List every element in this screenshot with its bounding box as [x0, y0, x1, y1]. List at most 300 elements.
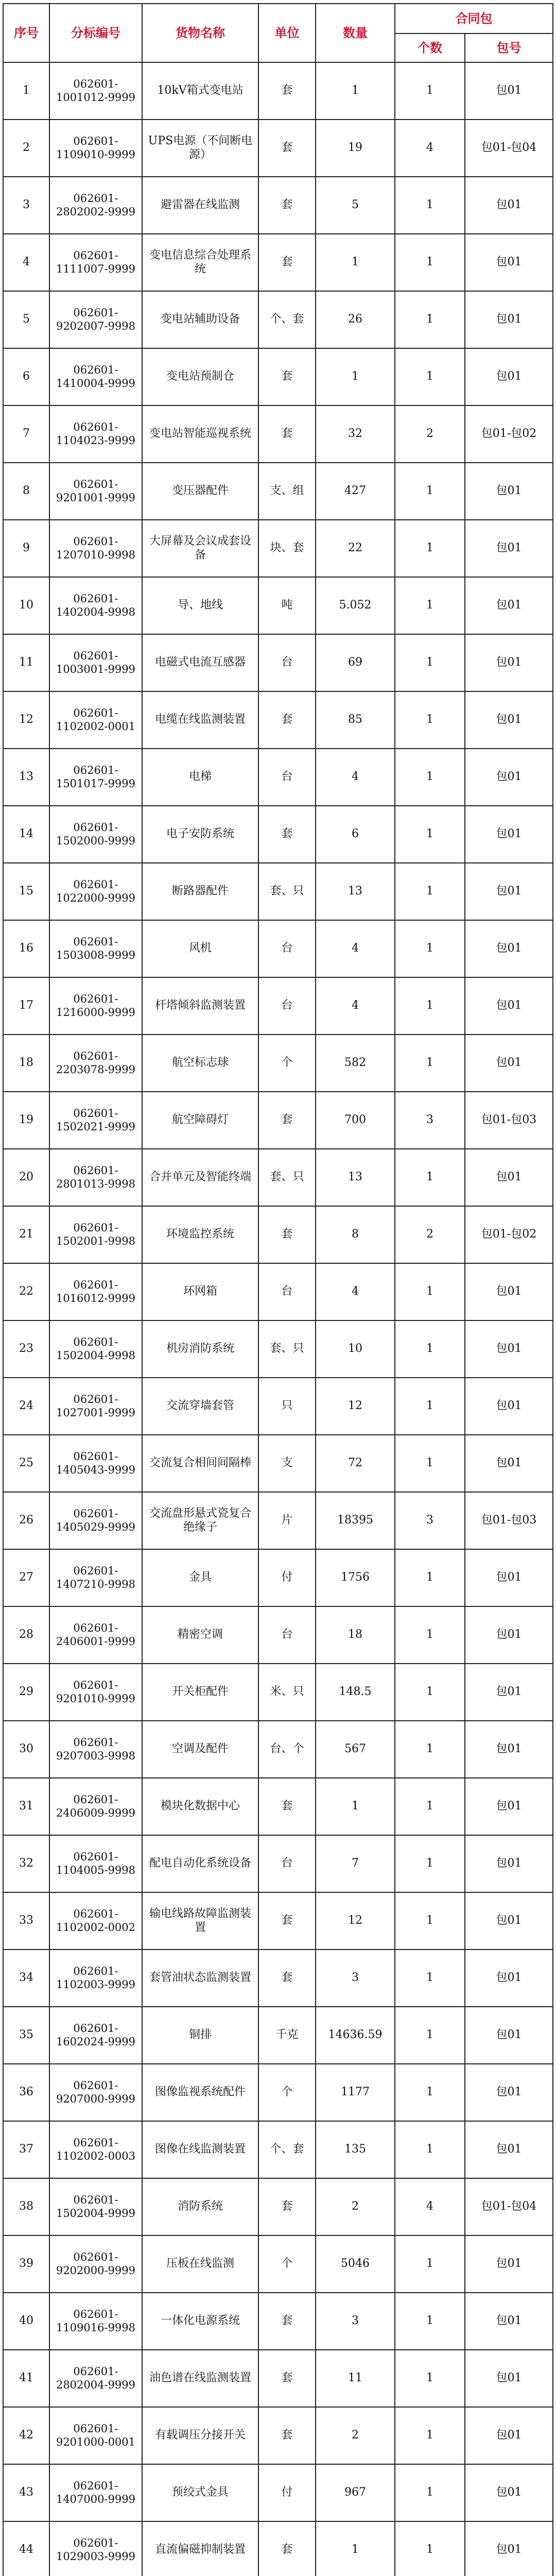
- cell-seq: 24: [3, 1378, 49, 1435]
- cell-seq: 39: [3, 2235, 49, 2293]
- cell-unit: 套、只: [258, 1149, 316, 1206]
- cell-pack-count: 1: [395, 2293, 465, 2350]
- cell-pack-count: 1: [395, 1263, 465, 1320]
- cell-pack-count: 1: [395, 749, 465, 806]
- table-row: [3, 520, 553, 577]
- cell-seq: 19: [3, 1092, 49, 1149]
- cell-pack-count: 1: [395, 463, 465, 520]
- cell-name: 电子安防系统: [142, 806, 258, 863]
- cell-pack-count: 1: [395, 2464, 465, 2521]
- cell-qty: 567: [316, 1721, 395, 1778]
- cell-seq: 30: [3, 1721, 49, 1778]
- table-row: [3, 634, 553, 691]
- cell-qty: 8: [316, 1206, 395, 1263]
- cell-pack-no: 包01: [465, 1149, 553, 1206]
- cell-name: 一体化电源系统: [142, 2293, 258, 2350]
- cell-qty: 2: [316, 2178, 395, 2235]
- cell-unit: 套: [258, 2178, 316, 2235]
- cell-qty: 5046: [316, 2235, 395, 2293]
- cell-pack-no: 包01: [465, 1549, 553, 1606]
- cell-pack-no: 包01: [465, 1835, 553, 1892]
- cell-qty: 700: [316, 1092, 395, 1149]
- cell-unit: 套、只: [258, 1320, 316, 1378]
- cell-pack-count: 4: [395, 2178, 465, 2235]
- cell-unit: 台: [258, 977, 316, 1035]
- cell-pack-count: 1: [395, 1149, 465, 1206]
- cell-seq: 41: [3, 2350, 49, 2407]
- table-row: [3, 977, 553, 1035]
- cell-unit: 吨: [258, 577, 316, 634]
- cell-name: 压板在线监测: [142, 2235, 258, 2293]
- cell-pack-no: 包01: [465, 920, 553, 977]
- cell-qty: 18395: [316, 1492, 395, 1549]
- cell-qty: 4: [316, 1263, 395, 1320]
- cell-seq: 34: [3, 1950, 49, 2007]
- cell-pack-no: 包01-包03: [465, 1492, 553, 1549]
- cell-code: 062601-1602024-9999: [49, 2007, 142, 2064]
- cell-name: 航空标志球: [142, 1035, 258, 1092]
- cell-seq: 10: [3, 577, 49, 634]
- cell-pack-no: 包01-包04: [465, 120, 553, 177]
- cell-code: 062601-1405043-9999: [49, 1435, 142, 1492]
- cell-pack-no: 包01: [465, 1035, 553, 1092]
- cell-seq: 38: [3, 2178, 49, 2235]
- header-qty: 数量: [316, 4, 395, 62]
- cell-qty: 7: [316, 1835, 395, 1892]
- cell-unit: 付: [258, 1549, 316, 1606]
- cell-pack-no: 包01: [465, 520, 553, 577]
- cell-seq: 21: [3, 1206, 49, 1263]
- cell-name: 大屏幕及会议成套设备: [142, 520, 258, 577]
- cell-qty: 13: [316, 1149, 395, 1206]
- cell-code: 062601-1402004-9998: [49, 577, 142, 634]
- table-row: [3, 405, 553, 463]
- cell-name: 交流穿墙套管: [142, 1378, 258, 1435]
- table-row: [3, 577, 553, 634]
- cell-qty: 14636.59: [316, 2007, 395, 2064]
- cell-unit: 台: [258, 1835, 316, 1892]
- table-row: [3, 1378, 553, 1435]
- cell-qty: 18: [316, 1606, 395, 1664]
- cell-pack-count: 1: [395, 977, 465, 1035]
- table-row: [3, 863, 553, 920]
- cell-pack-count: 1: [395, 234, 465, 291]
- cell-name: 变电站预制仓: [142, 348, 258, 405]
- cell-name: 环网箱: [142, 1263, 258, 1320]
- table-row: [3, 2007, 553, 2064]
- cell-name: 交流盘形悬式瓷复合绝缘子: [142, 1492, 258, 1549]
- table-row: [3, 1435, 553, 1492]
- cell-seq: 18: [3, 1035, 49, 1092]
- header-code: 分标编号: [49, 4, 142, 62]
- cell-unit: 套: [258, 2521, 316, 2576]
- cell-pack-count: 1: [395, 1892, 465, 1950]
- cell-seq: 35: [3, 2007, 49, 2064]
- cell-pack-no: 包01: [465, 1435, 553, 1492]
- cell-unit: 套: [258, 348, 316, 405]
- cell-qty: 69: [316, 634, 395, 691]
- cell-name: 机房消防系统: [142, 1320, 258, 1378]
- table-row: [3, 1092, 553, 1149]
- cell-pack-no: 包01: [465, 634, 553, 691]
- cell-seq: 14: [3, 806, 49, 863]
- cell-unit: 套: [258, 806, 316, 863]
- table-row: [3, 177, 553, 234]
- cell-unit: 支、组: [258, 463, 316, 520]
- cell-name: 模块化数据中心: [142, 1778, 258, 1835]
- cell-pack-count: 1: [395, 691, 465, 749]
- cell-name: 预绞式金具: [142, 2464, 258, 2521]
- cell-qty: 4: [316, 977, 395, 1035]
- cell-pack-count: 1: [395, 2064, 465, 2121]
- cell-pack-no: 包01-包02: [465, 1206, 553, 1263]
- table-row: [3, 1492, 553, 1549]
- cell-pack-no: 包01: [465, 577, 553, 634]
- cell-unit: 台: [258, 920, 316, 977]
- cell-unit: 台: [258, 749, 316, 806]
- cell-code: 062601-2802002-9999: [49, 177, 142, 234]
- cell-pack-no: 包01: [465, 2407, 553, 2464]
- table-row: [3, 1606, 553, 1664]
- cell-name: UPS电源（不间断电源）: [142, 120, 258, 177]
- cell-code: 062601-9201001-9999: [49, 463, 142, 520]
- cell-unit: 个: [258, 2064, 316, 2121]
- cell-code: 062601-1104023-9999: [49, 405, 142, 463]
- cell-code: 062601-9201010-9999: [49, 1664, 142, 1721]
- cell-unit: 套: [258, 234, 316, 291]
- cell-unit: 套: [258, 1778, 316, 1835]
- cell-code: 062601-1016012-9999: [49, 1263, 142, 1320]
- cell-code: 062601-1407210-9998: [49, 1549, 142, 1606]
- cell-name: 合并单元及智能终端: [142, 1149, 258, 1206]
- cell-code: 062601-9207003-9998: [49, 1721, 142, 1778]
- cell-name: 导、地线: [142, 577, 258, 634]
- cell-name: 配电自动化系统设备: [142, 1835, 258, 1892]
- cell-pack-count: 1: [395, 863, 465, 920]
- cell-pack-count: 1: [395, 1950, 465, 2007]
- cell-unit: 套: [258, 2293, 316, 2350]
- cell-unit: 千克: [258, 2007, 316, 2064]
- cell-code: 062601-2802004-9999: [49, 2350, 142, 2407]
- cell-code: 062601-1102002-0003: [49, 2121, 142, 2178]
- cell-seq: 40: [3, 2293, 49, 2350]
- table-row: [3, 234, 553, 291]
- cell-qty: 12: [316, 1378, 395, 1435]
- cell-qty: 4: [316, 920, 395, 977]
- table-row: [3, 920, 553, 977]
- cell-qty: 5: [316, 177, 395, 234]
- cell-qty: 1177: [316, 2064, 395, 2121]
- cell-qty: 1: [316, 62, 395, 120]
- cell-unit: 套: [258, 2407, 316, 2464]
- cell-unit: 套、只: [258, 863, 316, 920]
- cell-name: 断路器配件: [142, 863, 258, 920]
- cell-seq: 27: [3, 1549, 49, 1606]
- cell-name: 套管油状态监测装置: [142, 1950, 258, 2007]
- cell-pack-no: 包01: [465, 1320, 553, 1378]
- cell-pack-count: 1: [395, 920, 465, 977]
- cell-name: 环境监控系统: [142, 1206, 258, 1263]
- cell-seq: 33: [3, 1892, 49, 1950]
- cell-code: 062601-1503008-9999: [49, 920, 142, 977]
- cell-seq: 20: [3, 1149, 49, 1206]
- cell-seq: 36: [3, 2064, 49, 2121]
- cell-name: 避雷器在线监测: [142, 177, 258, 234]
- cell-seq: 43: [3, 2464, 49, 2521]
- cell-seq: 13: [3, 749, 49, 806]
- table-row: [3, 1835, 553, 1892]
- cell-code: 062601-1502004-9999: [49, 2178, 142, 2235]
- header-unit: 单位: [258, 4, 316, 62]
- cell-pack-count: 1: [395, 1378, 465, 1435]
- cell-name: 电磁式电流互感器: [142, 634, 258, 691]
- cell-name: 空调及配件: [142, 1721, 258, 1778]
- cell-code: 062601-1102003-9999: [49, 1950, 142, 2007]
- table-row: [3, 1549, 553, 1606]
- cell-qty: 12: [316, 1892, 395, 1950]
- cell-unit: 个: [258, 1035, 316, 1092]
- cell-name: 精密空调: [142, 1606, 258, 1664]
- cell-qty: 135: [316, 2121, 395, 2178]
- cell-qty: 967: [316, 2464, 395, 2521]
- cell-pack-no: 包01: [465, 863, 553, 920]
- cell-unit: 个、套: [258, 2121, 316, 2178]
- table-row: [3, 1721, 553, 1778]
- cell-seq: 17: [3, 977, 49, 1035]
- cell-unit: 台: [258, 634, 316, 691]
- cell-seq: 3: [3, 177, 49, 234]
- table-row: [3, 2350, 553, 2407]
- table-row: [3, 2293, 553, 2350]
- cell-code: 062601-1109016-9998: [49, 2293, 142, 2350]
- cell-qty: 6: [316, 806, 395, 863]
- cell-code: 062601-1027001-9999: [49, 1378, 142, 1435]
- cell-seq: 4: [3, 234, 49, 291]
- cell-code: 062601-1501017-9999: [49, 749, 142, 806]
- cell-seq: 44: [3, 2521, 49, 2576]
- goods-list-table: [3, 3, 553, 2576]
- cell-unit: 支: [258, 1435, 316, 1492]
- cell-seq: 22: [3, 1263, 49, 1320]
- cell-pack-count: 1: [395, 1435, 465, 1492]
- cell-pack-no: 包01: [465, 177, 553, 234]
- cell-pack-no: 包01: [465, 2521, 553, 2576]
- cell-code: 062601-1502021-9999: [49, 1092, 142, 1149]
- cell-unit: 块、套: [258, 520, 316, 577]
- cell-code: 062601-1410004-9999: [49, 348, 142, 405]
- header-contract-pack: 合同包: [395, 4, 553, 33]
- cell-pack-no: 包01: [465, 1778, 553, 1835]
- cell-seq: 1: [3, 62, 49, 120]
- cell-pack-no: 包01: [465, 2293, 553, 2350]
- cell-code: 062601-1502001-9998: [49, 1206, 142, 1263]
- cell-seq: 37: [3, 2121, 49, 2178]
- cell-pack-count: 1: [395, 634, 465, 691]
- cell-unit: 个、套: [258, 291, 316, 348]
- cell-qty: 4: [316, 749, 395, 806]
- cell-pack-count: 1: [395, 1549, 465, 1606]
- table-row: [3, 120, 553, 177]
- cell-unit: 台: [258, 1263, 316, 1320]
- cell-unit: 套: [258, 405, 316, 463]
- cell-pack-no: 包01-包03: [465, 1092, 553, 1149]
- cell-pack-no: 包01: [465, 62, 553, 120]
- cell-unit: 付: [258, 2464, 316, 2521]
- cell-qty: 427: [316, 463, 395, 520]
- cell-name: 交流复合相间间隔棒: [142, 1435, 258, 1492]
- cell-qty: 1: [316, 2521, 395, 2576]
- cell-name: 电梯: [142, 749, 258, 806]
- table-row: [3, 1263, 553, 1320]
- cell-pack-no: 包01-包04: [465, 2178, 553, 2235]
- cell-qty: 22: [316, 520, 395, 577]
- cell-seq: 28: [3, 1606, 49, 1664]
- table-row: [3, 1320, 553, 1378]
- table-row: [3, 2407, 553, 2464]
- cell-pack-no: 包01: [465, 806, 553, 863]
- cell-name: 变电信息综合处理系统: [142, 234, 258, 291]
- cell-pack-count: 2: [395, 1206, 465, 1263]
- cell-seq: 25: [3, 1435, 49, 1492]
- cell-name: 消防系统: [142, 2178, 258, 2235]
- cell-code: 062601-2406009-9999: [49, 1778, 142, 1835]
- cell-unit: 只: [258, 1378, 316, 1435]
- header-pack-no: 包号: [465, 33, 553, 62]
- cell-name: 变压器配件: [142, 463, 258, 520]
- cell-name: 杆塔倾斜监测装置: [142, 977, 258, 1035]
- cell-name: 风机: [142, 920, 258, 977]
- cell-seq: 29: [3, 1664, 49, 1721]
- cell-pack-count: 1: [395, 1320, 465, 1378]
- table-row: [3, 1206, 553, 1263]
- cell-code: 062601-1022000-9999: [49, 863, 142, 920]
- cell-name: 变电站智能巡视系统: [142, 405, 258, 463]
- cell-pack-no: 包01: [465, 1950, 553, 2007]
- cell-pack-no: 包01: [465, 2064, 553, 2121]
- cell-seq: 12: [3, 691, 49, 749]
- cell-pack-count: 1: [395, 2121, 465, 2178]
- cell-code: 062601-1405029-9999: [49, 1492, 142, 1549]
- cell-pack-count: 1: [395, 2235, 465, 2293]
- cell-name: 电缆在线监测装置: [142, 691, 258, 749]
- cell-qty: 3: [316, 1950, 395, 2007]
- cell-qty: 11: [316, 2350, 395, 2407]
- cell-seq: 9: [3, 520, 49, 577]
- cell-code: 062601-1111007-9999: [49, 234, 142, 291]
- cell-code: 062601-1102002-0001: [49, 691, 142, 749]
- cell-pack-count: 1: [395, 1606, 465, 1664]
- cell-code: 062601-9202007-9998: [49, 291, 142, 348]
- cell-unit: 套: [258, 62, 316, 120]
- cell-seq: 42: [3, 2407, 49, 2464]
- cell-qty: 85: [316, 691, 395, 749]
- table-row: [3, 2178, 553, 2235]
- cell-qty: 10: [316, 1320, 395, 1378]
- cell-qty: 3: [316, 2293, 395, 2350]
- cell-code: 062601-2801013-9998: [49, 1149, 142, 1206]
- cell-qty: 19: [316, 120, 395, 177]
- cell-code: 062601-1502000-9999: [49, 806, 142, 863]
- cell-pack-count: 1: [395, 1664, 465, 1721]
- cell-unit: 套: [258, 1892, 316, 1950]
- table-row: [3, 62, 553, 120]
- cell-pack-count: 4: [395, 120, 465, 177]
- cell-name: 输电线路故障监测装置: [142, 1892, 258, 1950]
- cell-seq: 5: [3, 291, 49, 348]
- cell-unit: 台、个: [258, 1721, 316, 1778]
- cell-name: 直流偏磁抑制装置: [142, 2521, 258, 2576]
- table-row: [3, 2464, 553, 2521]
- table-row: [3, 1149, 553, 1206]
- table-body: [3, 62, 553, 2576]
- table-row: [3, 806, 553, 863]
- cell-pack-no: 包01: [465, 691, 553, 749]
- cell-pack-count: 1: [395, 2007, 465, 2064]
- cell-unit: 米、只: [258, 1664, 316, 1721]
- cell-pack-count: 3: [395, 1492, 465, 1549]
- table-row: [3, 1664, 553, 1721]
- cell-pack-count: 1: [395, 1035, 465, 1092]
- cell-qty: 2: [316, 2407, 395, 2464]
- table-row: [3, 1950, 553, 2007]
- cell-code: 062601-1029003-9999: [49, 2521, 142, 2576]
- cell-pack-no: 包01: [465, 2007, 553, 2064]
- cell-name: 油色谱在线监测装置: [142, 2350, 258, 2407]
- cell-name: 图像在线监测装置: [142, 2121, 258, 2178]
- cell-unit: 套: [258, 691, 316, 749]
- table-row: [3, 691, 553, 749]
- cell-code: 062601-1102002-0002: [49, 1892, 142, 1950]
- cell-pack-no: 包01: [465, 1664, 553, 1721]
- table-row: [3, 749, 553, 806]
- header-pack-count: 个数: [395, 33, 465, 62]
- cell-pack-no: 包01: [465, 1263, 553, 1320]
- cell-qty: 1756: [316, 1549, 395, 1606]
- cell-qty: 148.5: [316, 1664, 395, 1721]
- cell-seq: 32: [3, 1835, 49, 1892]
- cell-pack-no: 包01: [465, 2350, 553, 2407]
- table-row: [3, 348, 553, 405]
- cell-name: 航空障碍灯: [142, 1092, 258, 1149]
- cell-qty: 1: [316, 1778, 395, 1835]
- cell-pack-count: 1: [395, 577, 465, 634]
- cell-seq: 11: [3, 634, 49, 691]
- cell-code: 062601-1207010-9998: [49, 520, 142, 577]
- cell-seq: 31: [3, 1778, 49, 1835]
- cell-unit: 片: [258, 1492, 316, 1549]
- cell-qty: 32: [316, 405, 395, 463]
- cell-unit: 套: [258, 1206, 316, 1263]
- cell-code: 062601-9202000-9999: [49, 2235, 142, 2293]
- cell-pack-count: 3: [395, 1092, 465, 1149]
- cell-pack-no: 包01: [465, 234, 553, 291]
- cell-name: 10kV箱式变电站: [142, 62, 258, 120]
- cell-code: 062601-1502004-9998: [49, 1320, 142, 1378]
- table-row: [3, 2521, 553, 2576]
- header-name: 货物名称: [142, 4, 258, 62]
- cell-pack-no: 包01: [465, 977, 553, 1035]
- cell-pack-count: 1: [395, 2407, 465, 2464]
- cell-code: 062601-1216000-9999: [49, 977, 142, 1035]
- header-seq: 序号: [3, 4, 49, 62]
- cell-pack-no: 包01: [465, 463, 553, 520]
- cell-code: 062601-1407000-9999: [49, 2464, 142, 2521]
- cell-pack-count: 1: [395, 1721, 465, 1778]
- cell-pack-count: 1: [395, 2350, 465, 2407]
- cell-pack-no: 包01: [465, 1721, 553, 1778]
- cell-pack-count: 1: [395, 348, 465, 405]
- cell-name: 图像监视系统配件: [142, 2064, 258, 2121]
